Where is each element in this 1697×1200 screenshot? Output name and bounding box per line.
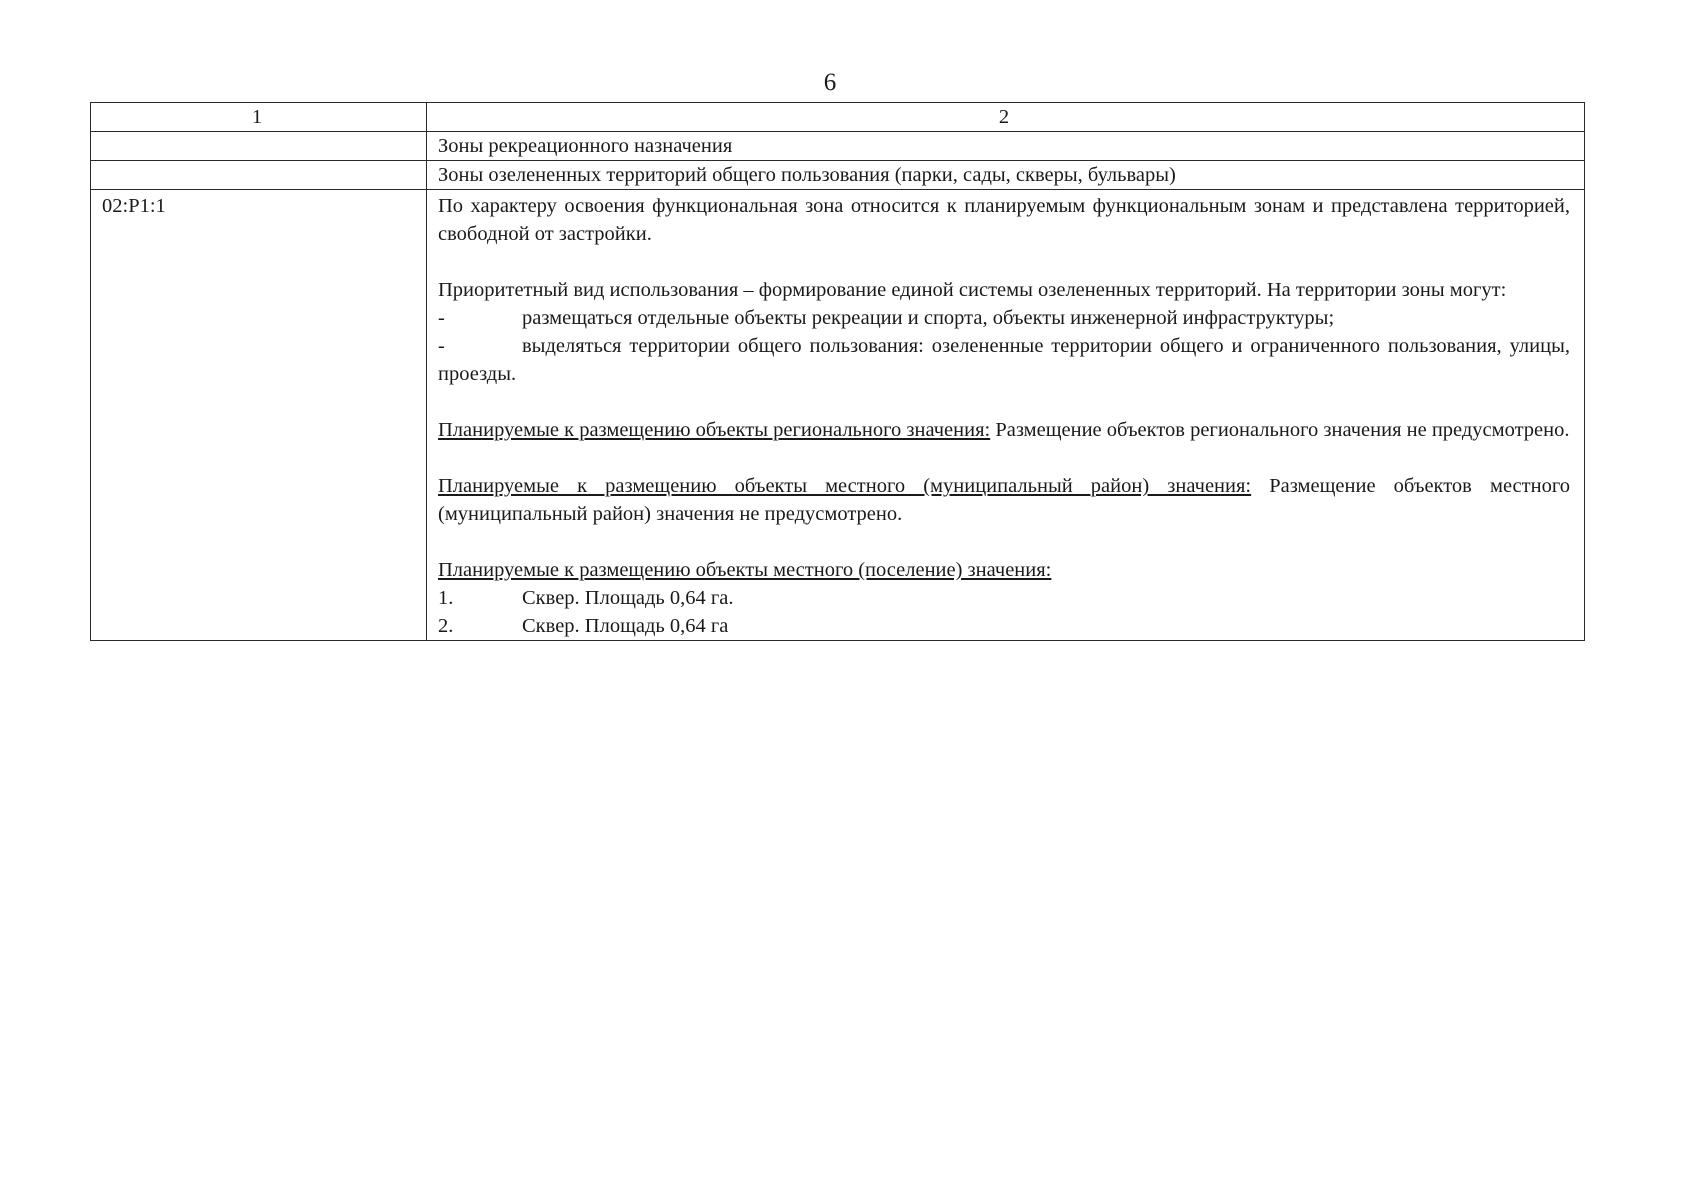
numbered-item-text: Сквер. Площадь 0,64 га (522, 615, 729, 637)
subsection-row (91, 161, 1585, 190)
header-col-2: 2 (427, 103, 1585, 132)
section-title: Зоны рекреационного назначения (427, 132, 1585, 161)
list-item-mark: - (438, 335, 445, 357)
section-empty-cell (91, 132, 427, 161)
municipal-paragraph (438, 472, 1570, 528)
list-item-text: размещаться отдельные объекты рекреации и спорта, объекты инженерной инфраструктуры; (522, 307, 1335, 329)
list-item (438, 304, 1570, 332)
municipal-text: Размещение объектов местного (муниципальный район) значения не предусмотрено. (438, 475, 1570, 525)
settlement-paragraph (438, 556, 1570, 584)
zones-table (90, 102, 1585, 641)
numbered-item-number: 1. (438, 587, 454, 609)
numbered-item (438, 612, 1570, 640)
header-col-1: 1 (91, 103, 427, 132)
list-item (438, 332, 1570, 388)
section-row (91, 132, 1585, 161)
regional-text: Размещение объектов регионального значения не предусмотрено. (990, 419, 1570, 441)
subsection-title: Зоны озелененных территорий общего пользования (парки, сады, скверы, бульвары) (427, 161, 1585, 190)
page-number: 6 (823, 69, 837, 96)
numbered-item-number: 2. (438, 615, 454, 637)
list-item-text: выделяться территории общего пользования: озелененные территории общего и ограниченного пользования, улицы, проезды. (438, 335, 1570, 385)
numbered-item-text: Сквер. Площадь 0,64 га. (522, 587, 734, 609)
zone-description (427, 190, 1585, 641)
subsection-empty-cell (91, 161, 427, 190)
municipal-heading: Планируемые к размещению объекты местного (муниципальный район) значения: (438, 475, 1252, 497)
priority-paragraph: Приоритетный вид использования – формирование единой системы озелененных территорий. На территории зоны могут: (438, 279, 1507, 301)
settlement-heading: Планируемые к размещению объекты местного (поселение) значения: (438, 559, 1052, 581)
regional-paragraph (438, 416, 1570, 444)
table-header-row (91, 103, 1585, 132)
regional-heading: Планируемые к размещению объекты регионального значения: (438, 419, 991, 441)
zone-code: 02:Р1:1 (91, 190, 427, 641)
numbered-item (438, 584, 1570, 612)
zone-row (91, 190, 1585, 641)
list-item-mark: - (438, 307, 445, 329)
intro-paragraph: По характеру освоения функциональная зона относится к планируемым функциональным зонам и представлена территорией, свободной от застройки. (438, 195, 1570, 245)
